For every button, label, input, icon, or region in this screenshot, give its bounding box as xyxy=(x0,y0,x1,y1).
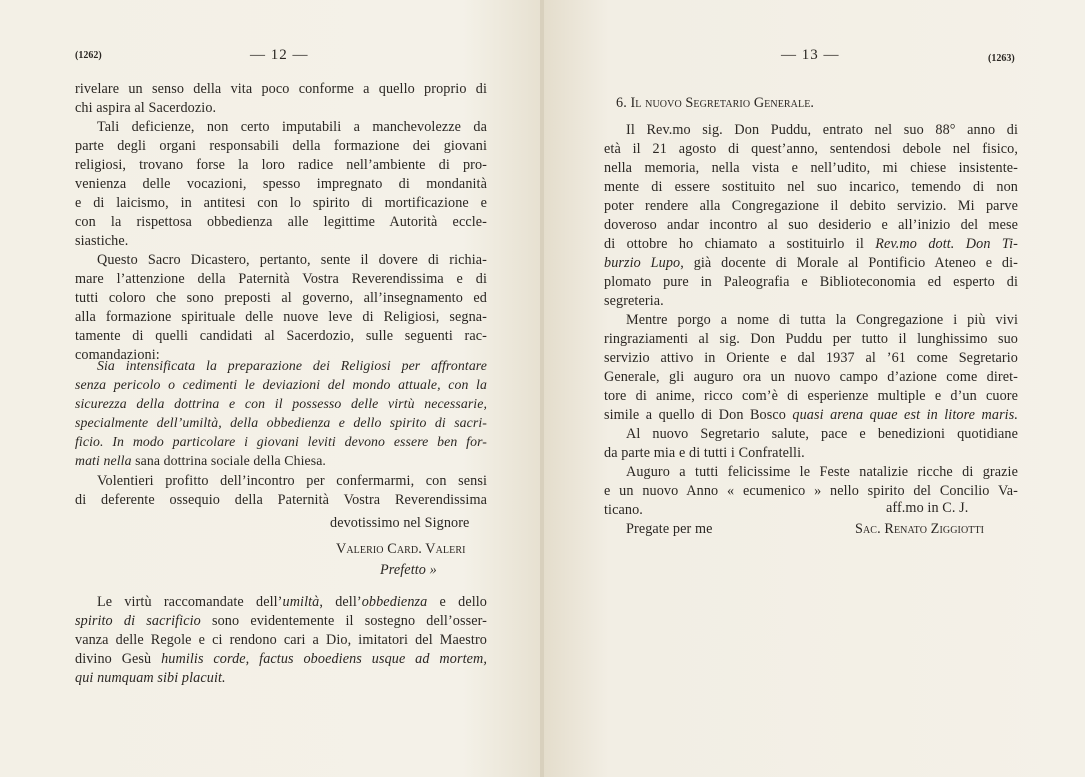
text-line: qui numquam sibi placuit. xyxy=(75,670,226,686)
right-page-number: — 13 — xyxy=(781,47,840,63)
right-page-body xyxy=(604,121,1018,539)
text-line: Auguro a tutti felicissime le Feste natalizie ricche di grazie xyxy=(626,464,1018,480)
text-line: Le virtù raccomandate dell’umiltà, dell’obbedienza e dello xyxy=(97,594,487,610)
prayer-line: Pregate per me xyxy=(626,521,713,537)
text-line: poter rendere alla Congregazione il debito servizio. Mi parve xyxy=(604,198,1018,214)
text-line: rivelare un senso della vita poco conforme a quello proprio di xyxy=(75,81,487,97)
text-line: di ottobre ho chiamato a sostituirlo il Rev.mo dott. Don Ti- xyxy=(604,236,1018,252)
text-line: tutti coloro che sono preposti al governo, all’insegnamento ed xyxy=(75,290,487,306)
left-page-body xyxy=(75,80,487,365)
text-line: Volentieri profitto dell’incontro per confermarmi, con sensi xyxy=(97,473,487,489)
text-line: servizio attivo in Oriente e dal 1937 al ’61 come Segretario xyxy=(604,350,1018,366)
text-line: tamente di quelli candidati al Sacerdozio, sulle seguenti rac- xyxy=(75,328,487,344)
text-line: venienza delle vocazioni, spesso impregnato di mondanità xyxy=(75,176,487,192)
text-line: segreteria. xyxy=(604,293,664,309)
text-line: simile a quello di Don Bosco quasi arena quae est in litore maris. xyxy=(604,407,1018,423)
left-page-number: — 12 — xyxy=(250,47,309,63)
section-title: 6. Il nuovo Segretario Generale. xyxy=(616,95,815,111)
text-line: mare l’attenzione della Paternità Vostra Reverendissima e di xyxy=(75,271,487,287)
quote-line: sicurezza della dottrina e con il possesso delle virtù necessarie, xyxy=(75,396,487,411)
quote-italic-end: mati nella xyxy=(75,453,132,468)
left-page-code: (1262) xyxy=(75,50,102,61)
text-line: da parte mia e di tutti i Confratelli. xyxy=(604,445,805,461)
text-line: vanza delle Regole e ci rendono cari a Dio, imitatori del Maestro xyxy=(75,632,487,648)
text-line: doveroso andar incontro al suo desiderio e all’inizio del mese xyxy=(604,217,1018,233)
text-line: Al nuovo Segretario salute, pace e benedizioni quotidiane xyxy=(626,426,1018,442)
text-line: con la rispettosa obbedienza alle legittime Autorità eccle- xyxy=(75,214,487,230)
text-line: plomato pure in Paleografia e Biblioteconomia ed esperto di xyxy=(604,274,1018,290)
text-line: burzio Lupo, già docente di Morale al Pontificio Ateneo e di- xyxy=(604,255,1018,271)
text-line: spirito di sacrificio sono evidentemente il sostegno dell’osser- xyxy=(75,613,487,629)
quote-line: specialmente dell’umiltà, della obbedienza e dello spirito di sacri- xyxy=(75,415,487,430)
quote-line xyxy=(75,451,487,470)
signature-title: Prefetto » xyxy=(380,562,437,578)
right-page-code: (1263) xyxy=(988,53,1015,64)
quote-line: senza pericolo o cedimenti le deviazioni del mondo attuale, con la xyxy=(75,377,487,392)
text-line: e un nuovo Anno « ecumenico » nello spirito del Concilio Va- xyxy=(604,483,1018,499)
text-line: età il 21 agosto di quest’anno, sentendosi debole nel fisico, xyxy=(604,141,1018,157)
left-page-closing xyxy=(75,472,487,510)
text-line: nella memoria, nella vista e nell’udito, mi chiese insistente- xyxy=(604,160,1018,176)
text-line: comandazioni: xyxy=(75,347,160,363)
text-line: chi aspira al Sacerdozio. xyxy=(75,100,217,116)
quote-line: ficio. In modo particolare i giovani leviti devono essere ben for- xyxy=(75,434,487,449)
left-page-quote xyxy=(75,356,487,470)
text-line: mente di essere sostituito nel suo incarico, temendo di non xyxy=(604,179,1018,195)
text-line: tore di anime, ricco com’è di esperienze multiple e d’un cuore xyxy=(604,388,1018,404)
text-line: di deferente ossequio della Paternità Vostra Reverendissima xyxy=(75,492,487,508)
text-line: alla formazione spirituale delle nuove leve di Religiosi, segna- xyxy=(75,309,487,325)
text-line: religiosi, trovano forse la loro radice nell’ambiente di pro- xyxy=(75,157,487,173)
signature-ziggiotti: Sac. Renato Ziggiotti xyxy=(855,521,985,537)
text-line: Mentre porgo a nome di tutta la Congregazione i più vivi xyxy=(626,312,1018,328)
text-line: ticano. xyxy=(604,502,643,518)
signature-valeri: Valerio Card. Valeri xyxy=(336,541,466,557)
text-line: parte degli organi responsabili della formazione dei giovani xyxy=(75,138,487,154)
text-line: Questo Sacro Dicastero, pertanto, sente il dovere di richia- xyxy=(97,252,487,268)
text-line: siastiche. xyxy=(75,233,129,249)
text-line: Generale, gli auguro ora un nuovo campo d’azione come diret- xyxy=(604,369,1018,385)
right-page xyxy=(544,0,1085,777)
text-line: divino Gesù humilis corde, factus oboediens usque ad mortem, xyxy=(75,651,487,667)
text-line: Tali deficienze, non certo imputabili a manchevolezze da xyxy=(97,119,487,135)
quote-roman-end: sana dottrina sociale della Chiesa. xyxy=(131,453,326,468)
quote-line: Sia intensificata la preparazione dei Religiosi per affrontare xyxy=(97,358,487,373)
text-line: ringraziamenti al sig. Don Puddu per tutto il lunghissimo suo xyxy=(604,331,1018,347)
left-page-final-paragraph xyxy=(75,593,487,688)
affectionate-closing: aff.mo in C. J. xyxy=(886,500,969,516)
text-line: e di laicismo, in antitesi con lo spirito di mortificazione e xyxy=(75,195,487,211)
closing-formula: devotissimo nel Signore xyxy=(330,515,470,531)
text-line: Il Rev.mo sig. Don Puddu, entrato nel suo 88° anno di xyxy=(626,122,1018,138)
